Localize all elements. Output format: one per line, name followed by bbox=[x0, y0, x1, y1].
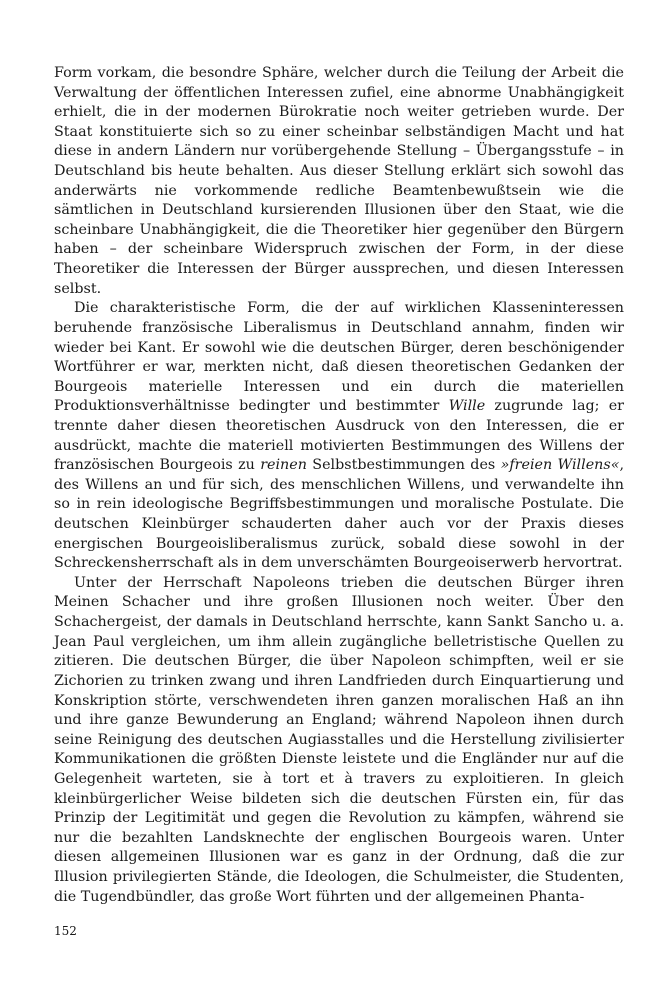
paragraph-3 bbox=[54, 574, 624, 907]
paragraph-2 bbox=[54, 299, 624, 574]
paragraph-2-text: Die charakteristische Form, die der auf wirklichen Klasseninteressen beruhende französische Liberalismus in Deutschland annahm, finden wir wieder bei Kant. Er sowohl wie die deutschen Bürger, deren beschönigender Wortführer er war, merkten nicht, daß diesen theoretischen Gedanken der Bourgeois materielle Interessen und ein durch die materiellen Produktionsverhältnisse bedingter und bestimmter bbox=[54, 300, 624, 415]
paragraph-2-text: zugrunde lag; er trennte daher diesen theoretischen Ausdruck von den Interessen, die er ausdrückt, machte die materiell motivierten Bestimmungen des Willens der französischen Bourgeois zu bbox=[54, 398, 625, 474]
paragraph-1-text: Form vorkam, die besondre Sphäre, welcher durch die Teilung der Arbeit die Verwaltung der öffentlichen Interessen zufiel, eine abnorme Unabhängigkeit erhielt, die in der modernen Bürokratie noch weiter getrieben wurde. Der Staat konstituierte sich so zu einer scheinbar selbständigen Macht und hat diese in andern Ländern nur vorübergehende Stellung – Übergangsstufe – in Deutschland bis heute behalten. Aus dieser Stellung erklärt sich sowohl das anderwärts nie vorkommende redliche Beamtenbewußtsein wie die sämtlichen in Deutschland kursierenden Illusionen über den Staat, wie die scheinbare Unabhängigkeit, die die Theoretiker hier gegenüber den Bürgern haben – der scheinbare Widerspruch zwischen der Form, in der diese Theoretiker die Interessen der Bürger aussprechen, und diesen Interessen selbst. bbox=[54, 65, 624, 297]
paragraph-1 bbox=[54, 64, 624, 299]
emphasis-reinen: reinen bbox=[260, 457, 307, 474]
paragraph-2-text: , des Willens an und für sich, des menschlichen Willens, und verwandelte ihn so in rein ideologische Begriffsbestimmungen und moralische Postulate. Die deutschen Kleinbürger schauderten daher auch vor der Praxis dieses energischen Bourgeoisliberalismus zurück, sobald diese sowohl in der Schreckensherrschaft als in dem unverschämten Bourgeoiserwerb hervortrat. bbox=[54, 457, 624, 572]
paragraph-2-text: Selbstbestimmungen des bbox=[306, 457, 501, 474]
emphasis-freien-willens: »freien Willens« bbox=[500, 457, 620, 474]
emphasis-wille: Wille bbox=[448, 398, 486, 415]
paragraph-3-text: Unter der Herrschaft Napoleons trieben die deutschen Bürger ihren Meinen Schacher und ihre großen Illusionen noch weiter. Über den Schachergeist, der damals in Deutschland herrschte, kann Sankt Sancho u. a. Jean Paul vergleichen, um ihm allein zugängliche belletristische Quellen zu zitieren. Die deutschen Bürger, die über Napoleon schimpften, weil er sie Zichorien zu trinken zwang und ihren Landfrieden durch Einquartierung und Konskription störte, verschwendeten ihren ganzen moralischen Haß an ihn und ihre ganze Bewunderung an England; während Napoleon ihnen durch seine Reinigung des deutschen Augiasstalles und die Herstellung zivilisierter Kommunikationen die größten Dienste leistete und die Engländer nur auf die Gelegenheit warteten, sie à tort et à travers zu exploitieren. In gleich kleinbürgerlicher Weise bildeten sich die deutschen Fürsten ein, für das Prinzip der Legitimität und gegen die Revolution zu kämpfen, während sie nur die bezahlten Landsknechte der englischen Bourgeois waren. Unter diesen allgemeinen Illusionen war es ganz in der Ordnung, daß die zur Illusion privilegierten Stände, die Ideologen, die Schulmeister, die Studenten, die Tugendbündler, das große Wort führten und der allgemeinen Phanta- bbox=[54, 574, 624, 905]
page-number: 152 bbox=[54, 924, 77, 938]
page-body bbox=[54, 64, 624, 907]
